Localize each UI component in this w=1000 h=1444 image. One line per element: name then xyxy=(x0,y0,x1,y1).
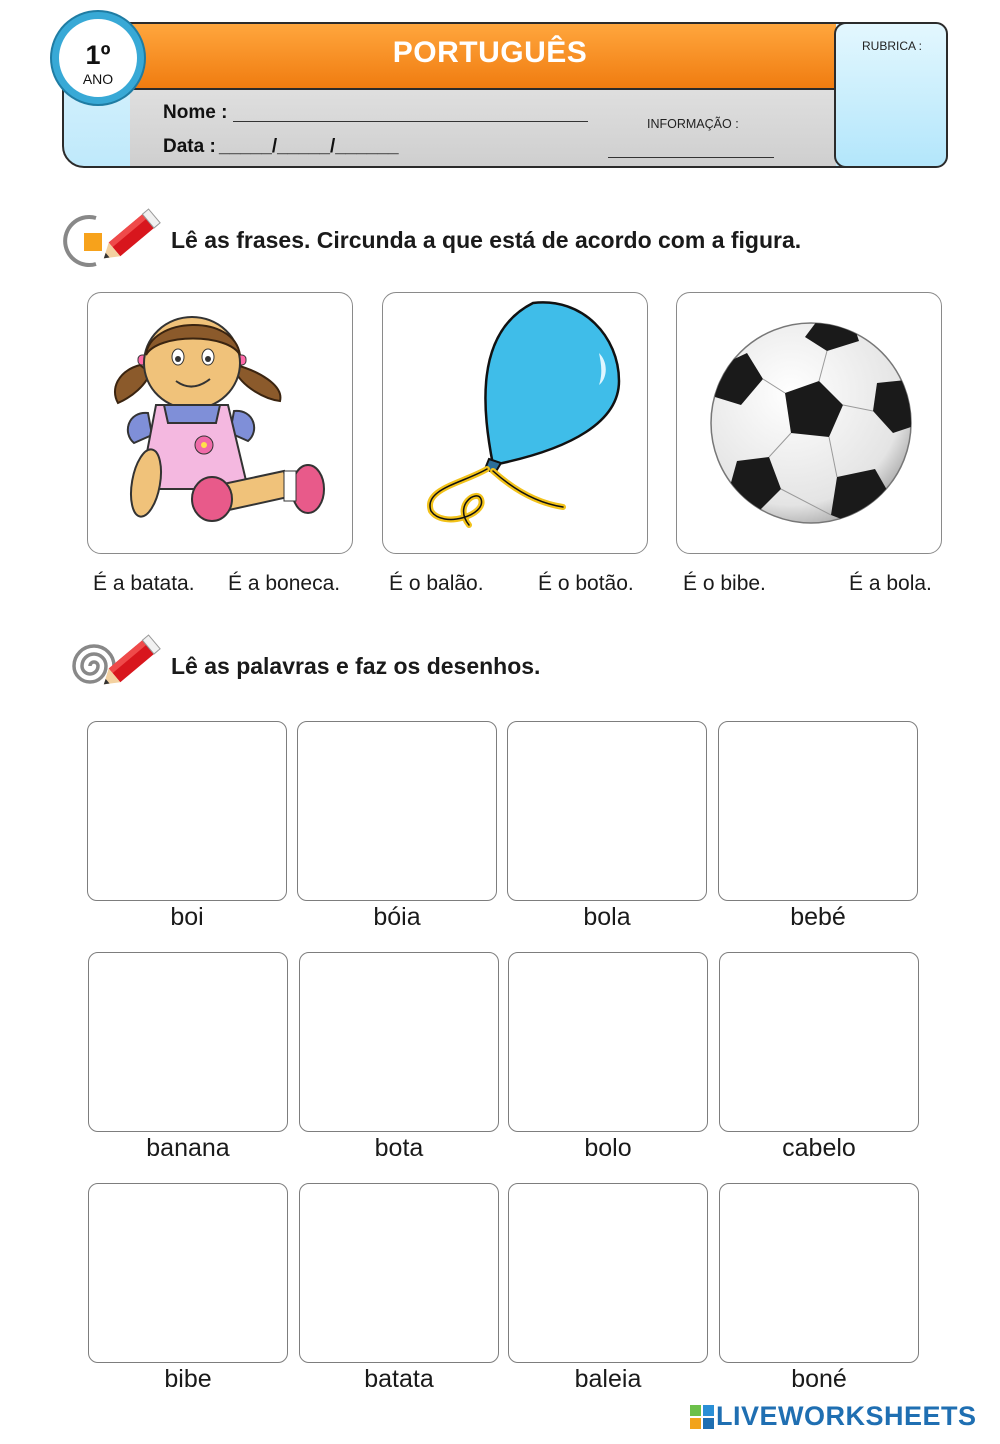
balloon-image xyxy=(383,293,649,555)
word-label: bolo xyxy=(584,1134,632,1162)
word-label: boi xyxy=(170,903,204,931)
drawing-box-bone[interactable] xyxy=(719,1183,919,1363)
exercise2-instruction: Lê as palavras e faz os desenhos. xyxy=(171,653,541,679)
grade-label: ANO xyxy=(82,71,114,87)
pencil-spiral-icon xyxy=(62,632,164,696)
option-text[interactable]: É a bola. xyxy=(849,572,932,595)
name-label: Nome : xyxy=(163,102,228,123)
word-label: boné xyxy=(791,1365,847,1393)
soccer-ball-image xyxy=(677,293,943,555)
rubrica-label: RUBRICA : xyxy=(862,39,923,53)
liveworksheets-brand[interactable]: LIVEWORKSHEETS xyxy=(716,1401,977,1431)
drawing-box-banana[interactable] xyxy=(88,952,288,1132)
doll-image xyxy=(88,293,354,555)
word-label: baleia xyxy=(574,1365,642,1393)
option-text[interactable]: É o botão. xyxy=(538,572,634,595)
exercise1-instruction: Lê as frases. Circunda a que está de acordo com a figura. xyxy=(171,227,802,253)
picture-card-balloon xyxy=(382,292,648,554)
drawing-box-bota[interactable] xyxy=(299,952,499,1132)
subject-title: PORTUGUÊS xyxy=(392,36,588,69)
word-label: banana xyxy=(146,1134,230,1162)
word-label: cabelo xyxy=(782,1134,856,1162)
word-label: bibe xyxy=(164,1365,212,1393)
drawing-box-bolo[interactable] xyxy=(508,952,708,1132)
drawing-box-bebe[interactable] xyxy=(718,721,918,901)
drawing-box-boi[interactable] xyxy=(87,721,287,901)
drawing-box-cabelo[interactable] xyxy=(719,952,919,1132)
info-field[interactable] xyxy=(608,157,774,158)
drawing-box-bibe[interactable] xyxy=(88,1183,288,1363)
picture-card-doll xyxy=(87,292,353,554)
word-label: bóia xyxy=(373,903,421,931)
option-text[interactable]: É a batata. xyxy=(93,572,195,595)
word-label: bola xyxy=(583,903,631,931)
option-text[interactable]: É o bibe. xyxy=(683,572,766,595)
picture-card-soccer-ball xyxy=(676,292,942,554)
word-label: bota xyxy=(374,1134,424,1162)
word-label: bebé xyxy=(790,903,846,931)
drawing-box-baleia[interactable] xyxy=(508,1183,708,1363)
drawing-box-bola[interactable] xyxy=(507,721,707,901)
grade-number: 1º xyxy=(85,40,111,70)
option-text[interactable]: É o balão. xyxy=(389,572,484,595)
word-label: batata xyxy=(364,1365,434,1393)
drawing-box-batata[interactable] xyxy=(299,1183,499,1363)
liveworksheets-logo-icon xyxy=(690,1405,714,1429)
date-field[interactable]: _____/_____/______ xyxy=(219,136,399,157)
option-text[interactable]: É a boneca. xyxy=(228,572,341,595)
drawing-box-boia[interactable] xyxy=(297,721,497,901)
name-field[interactable] xyxy=(233,121,588,122)
pencil-square-icon xyxy=(62,206,164,270)
date-label: Data : xyxy=(163,136,216,157)
info-label: INFORMAÇÃO : xyxy=(647,117,739,131)
